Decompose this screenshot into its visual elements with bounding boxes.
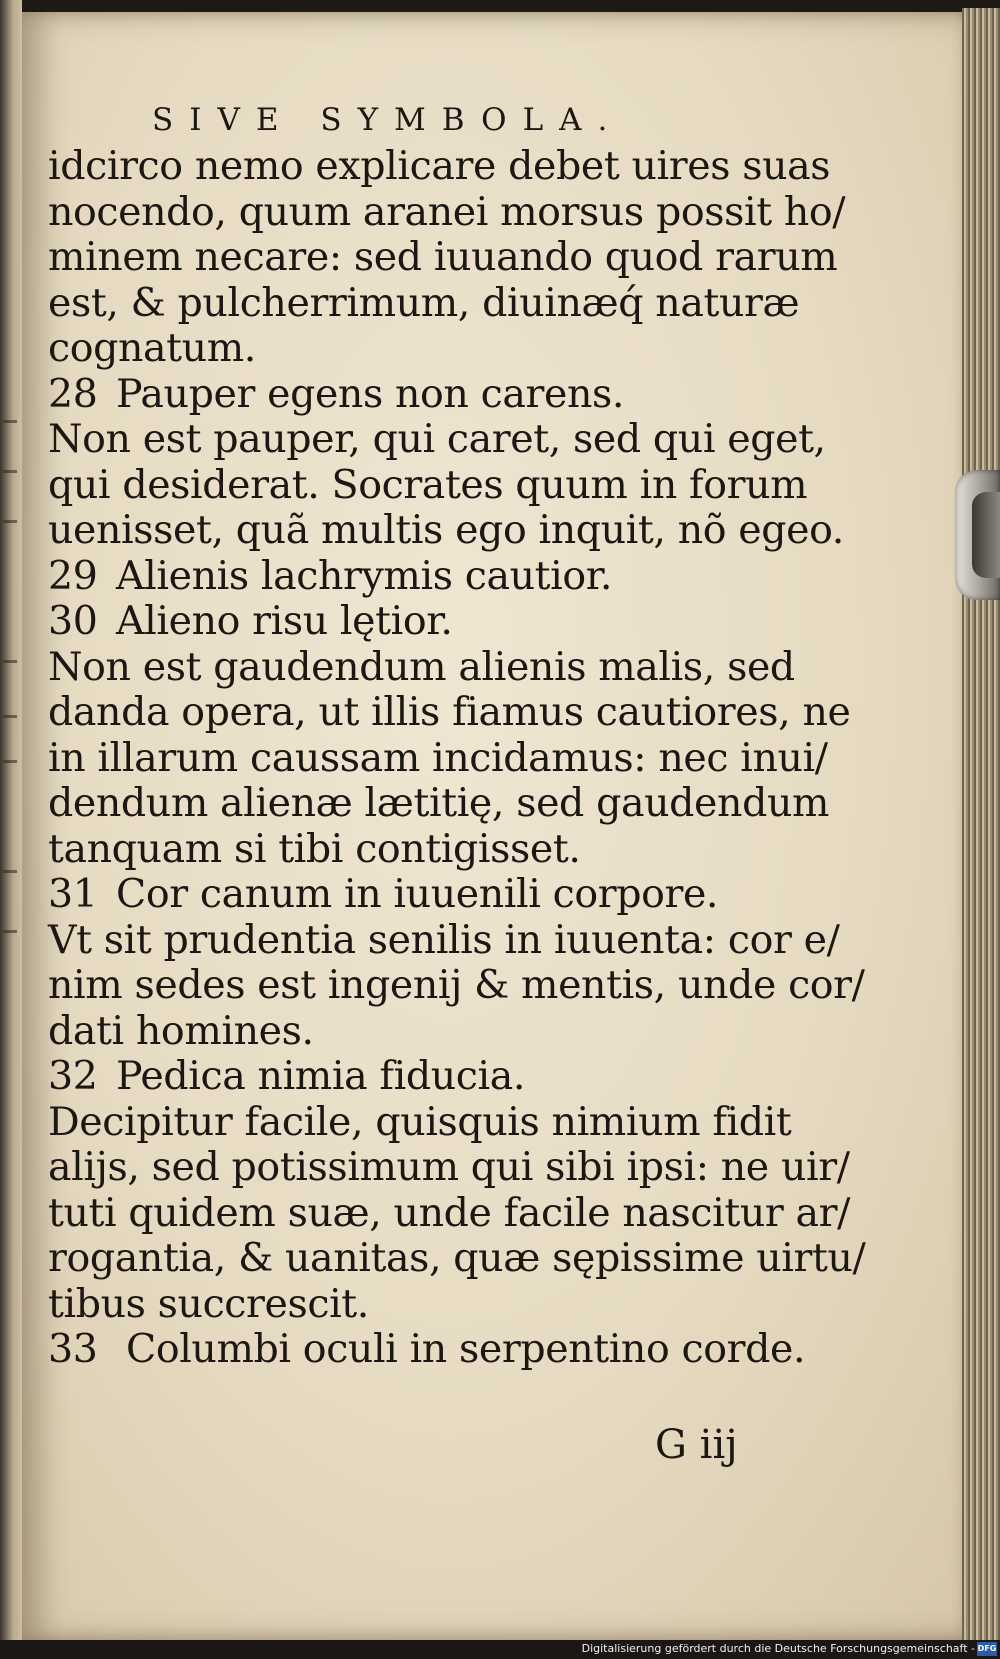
line-text: Alieno risu lętior. bbox=[116, 598, 453, 644]
dfg-logo-icon: DFG bbox=[977, 1642, 997, 1656]
line-text: dati homines. bbox=[48, 1007, 314, 1054]
line-text: Non est pauper, qui caret, sed qui eget, bbox=[48, 416, 826, 462]
book-clasp-inner bbox=[972, 492, 1000, 578]
body-text-line bbox=[48, 962, 865, 1009]
line-text: minem necare: sed iuuando quod rarum bbox=[48, 234, 838, 280]
line-text: rogantia, & uanitas, quæ sępissime uirtu/ bbox=[48, 1235, 866, 1281]
body-text-line bbox=[48, 326, 808, 372]
body-text-line bbox=[48, 1235, 866, 1282]
line-text: Alienis lachrymis cautior. bbox=[116, 552, 613, 599]
running-header: SIVE SYMBOLA. bbox=[152, 102, 624, 138]
adjacent-page-edge bbox=[0, 0, 22, 1640]
line-text: alijs, sed potissimum qui sibi ipsi: ne uir/ bbox=[48, 1144, 850, 1190]
book-block-edges bbox=[962, 8, 1000, 1640]
entry-number: 33 bbox=[48, 1326, 98, 1372]
line-text: in illarum caussam incidamus: nec inui/ bbox=[48, 734, 828, 781]
page-text-block bbox=[48, 96, 866, 1373]
line-text: idcirco nemo explicare debet uires suas bbox=[48, 143, 831, 189]
body-text-line bbox=[48, 188, 846, 236]
line-text: Non est gaudendum alienis malis, sed bbox=[48, 643, 795, 690]
entry-heading-line bbox=[48, 599, 808, 645]
entry-heading-line bbox=[48, 554, 808, 600]
body-text-line bbox=[48, 734, 828, 782]
entry-number: 32 bbox=[48, 1053, 98, 1099]
body-text-line bbox=[48, 916, 840, 964]
line-text: danda opera, ut illis fiamus cautiores, ne bbox=[48, 689, 851, 735]
entry-number: 29 bbox=[48, 552, 98, 599]
body-text-line bbox=[48, 1282, 808, 1328]
line-text: dendum alienæ lætitię, sed gaudendum bbox=[48, 780, 830, 826]
body-text-line bbox=[48, 645, 808, 691]
signature-mark: G iij bbox=[655, 1422, 738, 1468]
body-text-line bbox=[48, 416, 826, 463]
line-text: uenisset, quã multis ego inquit, nõ egeo. bbox=[48, 507, 844, 553]
body-text-line bbox=[48, 463, 808, 509]
line-text: Columbi oculi in serpentino corde. bbox=[126, 1326, 806, 1372]
body-text-line bbox=[48, 1100, 808, 1146]
line-text: Cor canum in iuuenili corpore. bbox=[116, 871, 719, 917]
body-text-line bbox=[48, 827, 808, 873]
line-text: cognatum. bbox=[48, 325, 256, 371]
entry-number: 30 bbox=[48, 598, 98, 644]
line-text: Vt sit prudentia senilis in iuuenta: cor e/ bbox=[48, 916, 840, 963]
line-text: Pauper egens non carens. bbox=[116, 370, 625, 417]
line-text: nocendo, quum aranei morsus possit ho/ bbox=[48, 188, 846, 235]
line-text: qui desiderat. Socrates quum in forum bbox=[48, 461, 808, 508]
entry-heading-line bbox=[48, 872, 808, 918]
body-text-line bbox=[48, 507, 844, 554]
body-text-line bbox=[48, 1144, 850, 1191]
line-text: nim sedes est ingenij & mentis, unde cor/ bbox=[48, 962, 865, 1008]
body-text-line bbox=[48, 234, 838, 281]
body-text-line bbox=[48, 143, 831, 190]
line-text: Pedica nimia fiducia. bbox=[116, 1053, 526, 1099]
entry-heading-line bbox=[48, 1054, 808, 1100]
line-text: est, & pulcherrimum, diuinæq́ naturæ bbox=[48, 279, 800, 326]
entry-number: 28 bbox=[48, 370, 98, 417]
body-text-line bbox=[48, 281, 808, 327]
footer-bar bbox=[0, 1640, 1000, 1659]
funding-credit: Digitalisierung gefördert durch die Deutsche Forschungsgemeinschaft - bbox=[581, 1642, 975, 1655]
body-text-line bbox=[48, 1009, 808, 1055]
body-text-line bbox=[48, 780, 830, 827]
entry-number: 31 bbox=[48, 871, 98, 917]
line-text: tanquam si tibi contigisset. bbox=[48, 825, 581, 872]
body-text-line bbox=[48, 1189, 851, 1237]
entry-heading-line bbox=[48, 1327, 808, 1373]
entry-heading-line bbox=[48, 372, 808, 418]
line-text: tibus succrescit. bbox=[48, 1280, 369, 1327]
line-text: tuti quidem suæ, unde facile nascitur ar/ bbox=[48, 1189, 851, 1236]
text-lines bbox=[48, 143, 866, 1373]
body-text-line bbox=[48, 689, 851, 736]
line-text: Decipitur facile, quisquis nimium fidit bbox=[48, 1098, 792, 1145]
